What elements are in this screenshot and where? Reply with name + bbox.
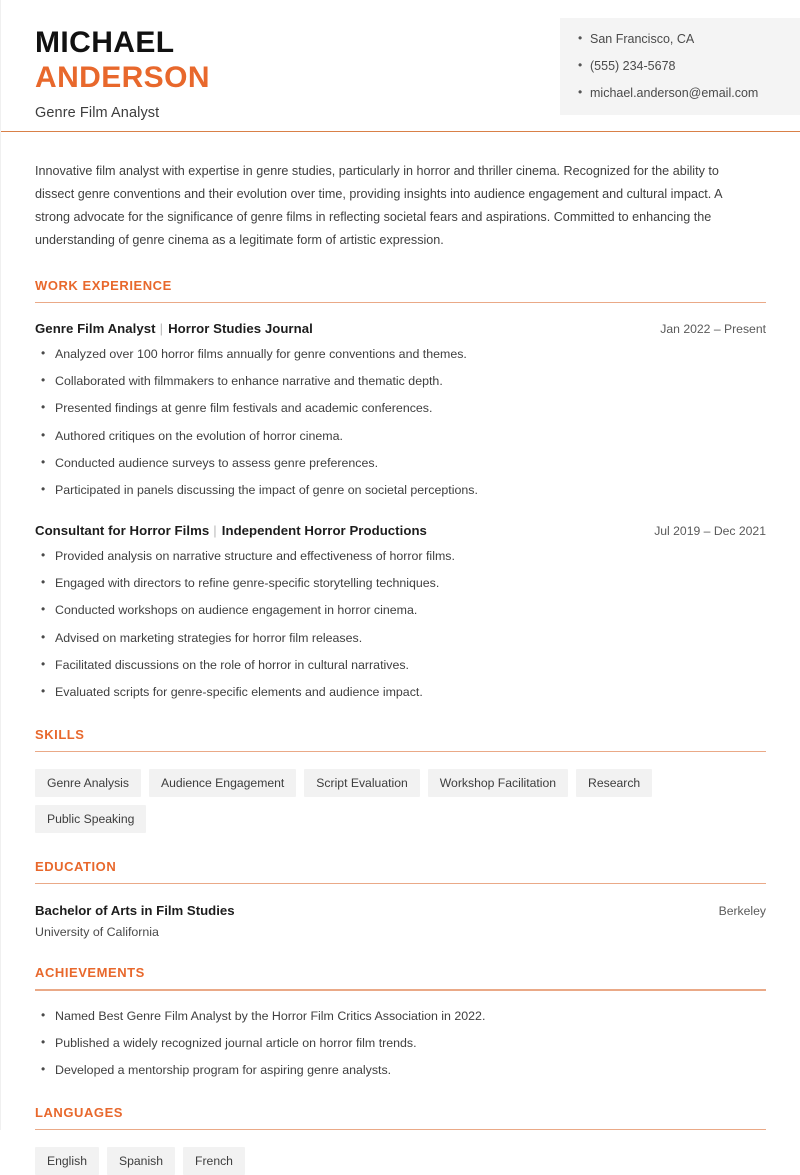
contact-item-email[interactable]: • michael.anderson@email.com bbox=[560, 86, 800, 101]
section-achievements bbox=[35, 965, 766, 1079]
professional-summary: Innovative film analyst with expertise in genre studies, particularly in horror and thriller cinema. Recognized for the ability to dissect genre conventions and their evolution over time, providing insights into audience engagement and cultural impact. A strong advocate for the significance of genre films in reflecting societal fears and aspirations. Committed to enhancing the understanding of genre cinema as a legitimate form of artistic expression. bbox=[35, 164, 722, 247]
section-languages bbox=[35, 1105, 766, 1175]
skill-chip: Research bbox=[576, 769, 652, 797]
experience-date: Jan 2022 – Present bbox=[660, 321, 766, 336]
header-identity bbox=[1, 0, 210, 121]
language-chip: Spanish bbox=[107, 1147, 175, 1175]
header-divider bbox=[1, 131, 800, 133]
languages-chip-list bbox=[35, 1147, 766, 1175]
experience-company: Independent Horror Productions bbox=[221, 522, 427, 538]
first-name: MICHAEL bbox=[35, 26, 175, 59]
section-divider bbox=[35, 989, 766, 990]
experience-company: Horror Studies Journal bbox=[168, 320, 313, 336]
bullet-item: • Evaluated scripts for genre-specific elements and audience impact. bbox=[35, 684, 766, 701]
bullet-item: • Authored critiques on the evolution of horror cinema. bbox=[35, 428, 766, 445]
title-separator: | bbox=[159, 320, 164, 336]
experience-bullets bbox=[35, 548, 766, 701]
bullet-item: • Published a widely recognized journal article on horror film trends. bbox=[35, 1035, 766, 1052]
experience-entry-header bbox=[35, 523, 766, 538]
education-degree: Bachelor of Arts in Film Studies bbox=[35, 903, 235, 919]
experience-date: Jul 2019 – Dec 2021 bbox=[654, 523, 766, 538]
section-divider bbox=[35, 883, 766, 884]
bullet-item: • Advised on marketing strategies for horror film releases. bbox=[35, 630, 766, 647]
section-title-languages: LANGUAGES bbox=[35, 1104, 124, 1120]
experience-role: Consultant for Horror Films bbox=[35, 522, 210, 538]
bullet-item: • Analyzed over 100 horror films annually for genre conventions and themes. bbox=[35, 346, 766, 363]
section-divider bbox=[35, 302, 766, 303]
achievements-list bbox=[35, 1008, 766, 1079]
experience-entry bbox=[35, 321, 766, 499]
bullet-item: • Provided analysis on narrative structure and effectiveness of horror films. bbox=[35, 548, 766, 565]
section-work-experience bbox=[35, 278, 766, 701]
last-name: ANDERSON bbox=[35, 61, 210, 94]
bullet-item: • Presented findings at genre film festivals and academic conferences. bbox=[35, 400, 766, 417]
education-entry-header bbox=[35, 903, 766, 918]
skill-chip: Script Evaluation bbox=[304, 769, 419, 797]
education-location: Berkeley bbox=[718, 904, 766, 919]
skill-chip: Workshop Facilitation bbox=[428, 769, 568, 797]
language-chip: French bbox=[183, 1147, 245, 1175]
section-title-achievements: ACHIEVEMENTS bbox=[35, 965, 145, 981]
section-skills bbox=[35, 727, 766, 833]
resume-header bbox=[1, 0, 800, 132]
bullet-item: • Facilitated discussions on the role of horror in cultural narratives. bbox=[35, 657, 766, 674]
experience-title-line bbox=[35, 321, 313, 336]
bullet-item: • Engaged with directors to refine genre-specific storytelling techniques. bbox=[35, 575, 766, 592]
experience-bullets bbox=[35, 346, 766, 499]
bullet-item: • Collaborated with filmmakers to enhance narrative and thematic depth. bbox=[35, 373, 766, 390]
contact-list bbox=[560, 32, 800, 101]
section-title-education: EDUCATION bbox=[35, 859, 117, 875]
section-divider bbox=[35, 751, 766, 752]
experience-role: Genre Film Analyst bbox=[35, 320, 156, 336]
job-title: Genre Film Analyst bbox=[35, 104, 160, 121]
bullet-item: • Participated in panels discussing the impact of genre on societal perceptions. bbox=[35, 482, 766, 499]
bullet-item: • Conducted audience surveys to assess genre preferences. bbox=[35, 455, 766, 472]
language-chip: English bbox=[35, 1147, 99, 1175]
experience-entry bbox=[35, 523, 766, 701]
section-divider bbox=[35, 1129, 766, 1130]
bullet-item: • Conducted workshops on audience engagement in horror cinema. bbox=[35, 602, 766, 619]
experience-title-line bbox=[35, 523, 427, 538]
skill-chip: Audience Engagement bbox=[149, 769, 296, 797]
bullet-item: • Named Best Genre Film Analyst by the Horror Film Critics Association in 2022. bbox=[35, 1008, 766, 1025]
contact-item-location: • San Francisco, CA bbox=[560, 32, 800, 47]
bullet-item: • Developed a mentorship program for aspiring genre analysts. bbox=[35, 1062, 766, 1079]
section-title-skills: SKILLS bbox=[35, 726, 85, 742]
skill-chip: Public Speaking bbox=[35, 805, 146, 833]
experience-entry-header bbox=[35, 321, 766, 336]
resume-content bbox=[1, 160, 800, 1175]
skill-chip: Genre Analysis bbox=[35, 769, 141, 797]
contact-block bbox=[560, 18, 800, 115]
contact-item-phone[interactable]: • (555) 234-5678 bbox=[560, 59, 800, 74]
education-school: University of California bbox=[35, 925, 159, 940]
title-separator: | bbox=[213, 522, 217, 538]
skills-chip-list bbox=[35, 769, 766, 833]
education-entry bbox=[35, 903, 766, 939]
section-education bbox=[35, 859, 766, 939]
section-title-work-experience: WORK EXPERIENCE bbox=[35, 277, 172, 293]
